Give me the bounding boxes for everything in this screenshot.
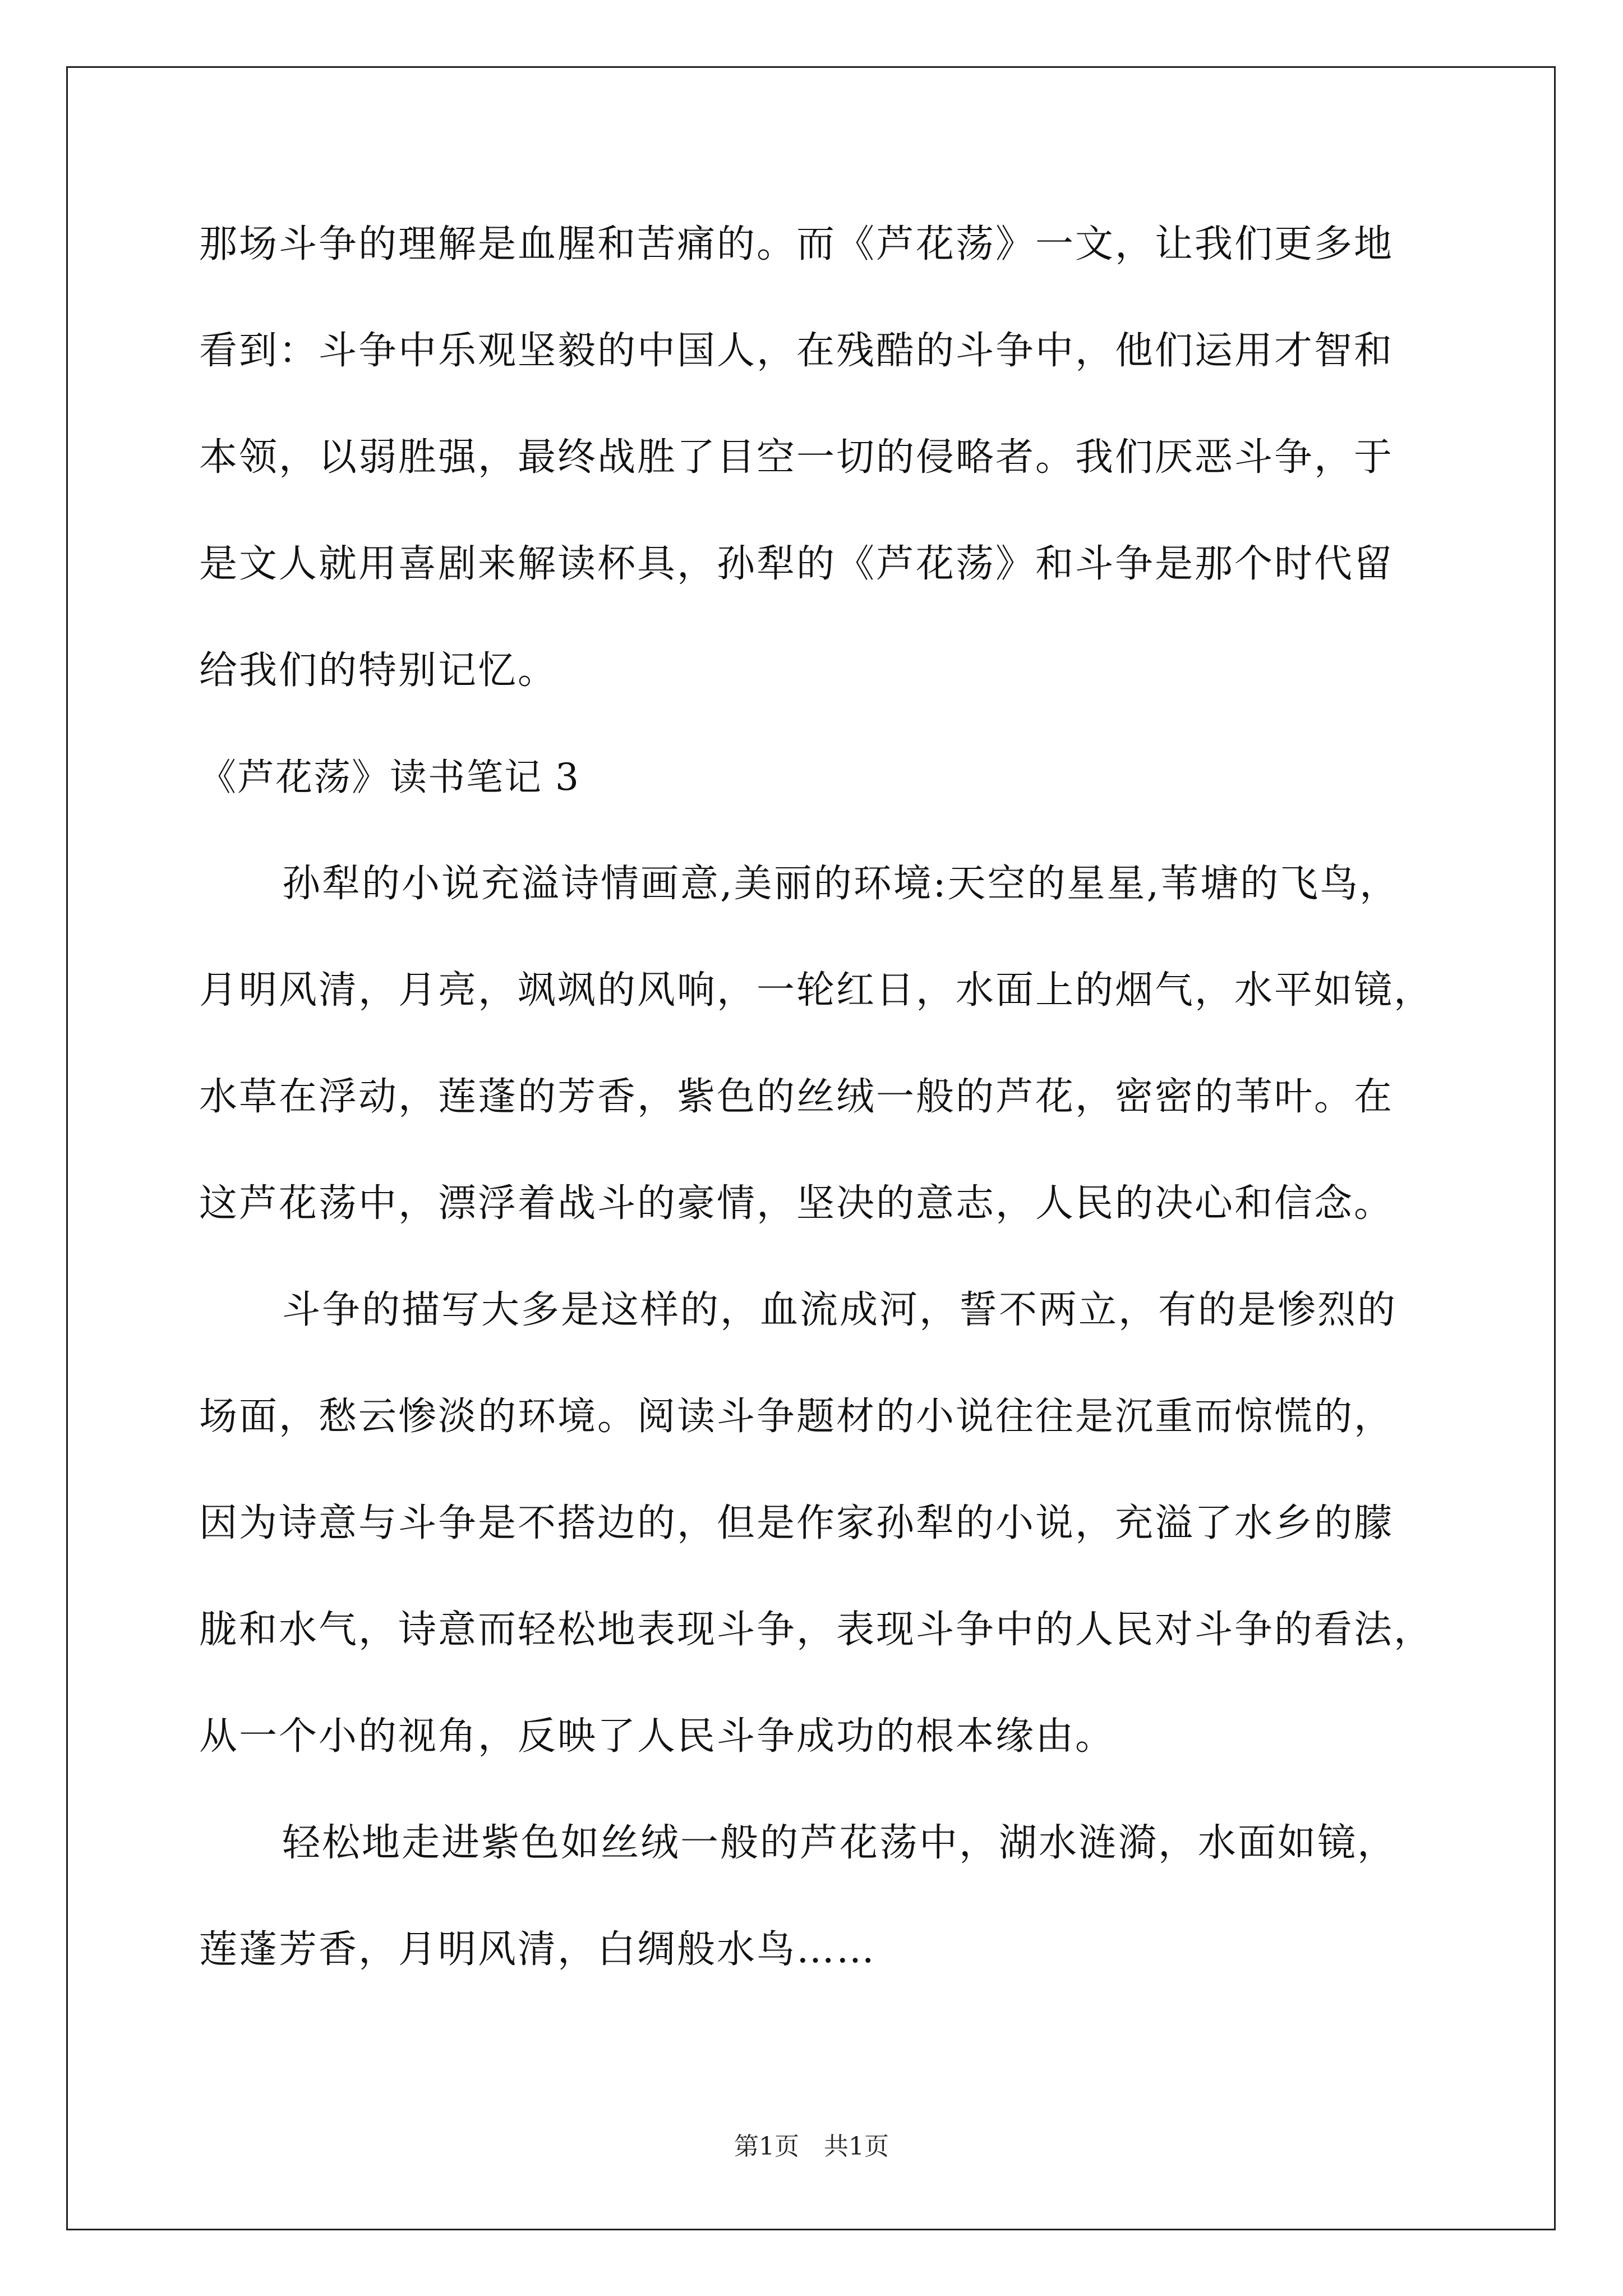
text-line: 看到：斗争中乐观坚毅的中国人，在残酷的斗争中，他们运用才智和	[199, 329, 1394, 373]
text-line: 本领，以弱胜强，最终战胜了目空一切的侵略者。我们厌恶斗争，于	[199, 435, 1394, 480]
text-line: 轻松地走进紫色如丝绒一般的芦花荡中，湖水涟漪，水面如镜，	[282, 1821, 1398, 1865]
text-line: 是文人就用喜剧来解读杯具，孙犁的《芦花荡》和斗争是那个时代留	[199, 542, 1394, 586]
section-heading: 《芦花荡》读书笔记 3	[199, 756, 580, 799]
text-line: 给我们的特别记忆。	[199, 648, 558, 693]
text-line: 孙犁的小说充溢诗情画意,美丽的环境:天空的星星,苇塘的飞鸟，	[282, 862, 1400, 906]
text-line: 莲蓬芳香，月明风清，白绸般水鸟……	[199, 1927, 877, 1972]
text-line: 斗争的描写大多是这样的，血流成河，誓不两立，有的是惨烈的	[282, 1288, 1398, 1332]
text-line: 因为诗意与斗争是不搭边的，但是作家孙犁的小说，充溢了水乡的朦	[199, 1501, 1394, 1545]
text-line: 从一个小的视角，反映了人民斗争成功的根本缘由。	[199, 1714, 1115, 1759]
text-line: 水草在浮动，莲蓬的芳香，紫色的丝绒一般的芦花，密密的苇叶。在	[199, 1075, 1394, 1119]
page-footer: 第1页 共1页	[734, 2132, 889, 2161]
text-line: 这芦花荡中，漂浮着战斗的豪情，坚决的意志，人民的决心和信念。	[199, 1181, 1394, 1226]
text-line: 胧和水气，诗意而轻松地表现斗争，表现斗争中的人民对斗争的看法，	[199, 1608, 1434, 1652]
text-line: 那场斗争的理解是血腥和苦痛的。而《芦花荡》一文，让我们更多地	[199, 222, 1394, 266]
text-line: 场面，愁云惨淡的环境。阅读斗争题材的小说往往是沉重而惊慌的，	[199, 1395, 1394, 1439]
document-body	[199, 218, 1450, 2030]
text-line: 月明风清，月亮，飒飒的风响，一轮红日，水面上的烟气，水平如镜，	[199, 968, 1434, 1013]
